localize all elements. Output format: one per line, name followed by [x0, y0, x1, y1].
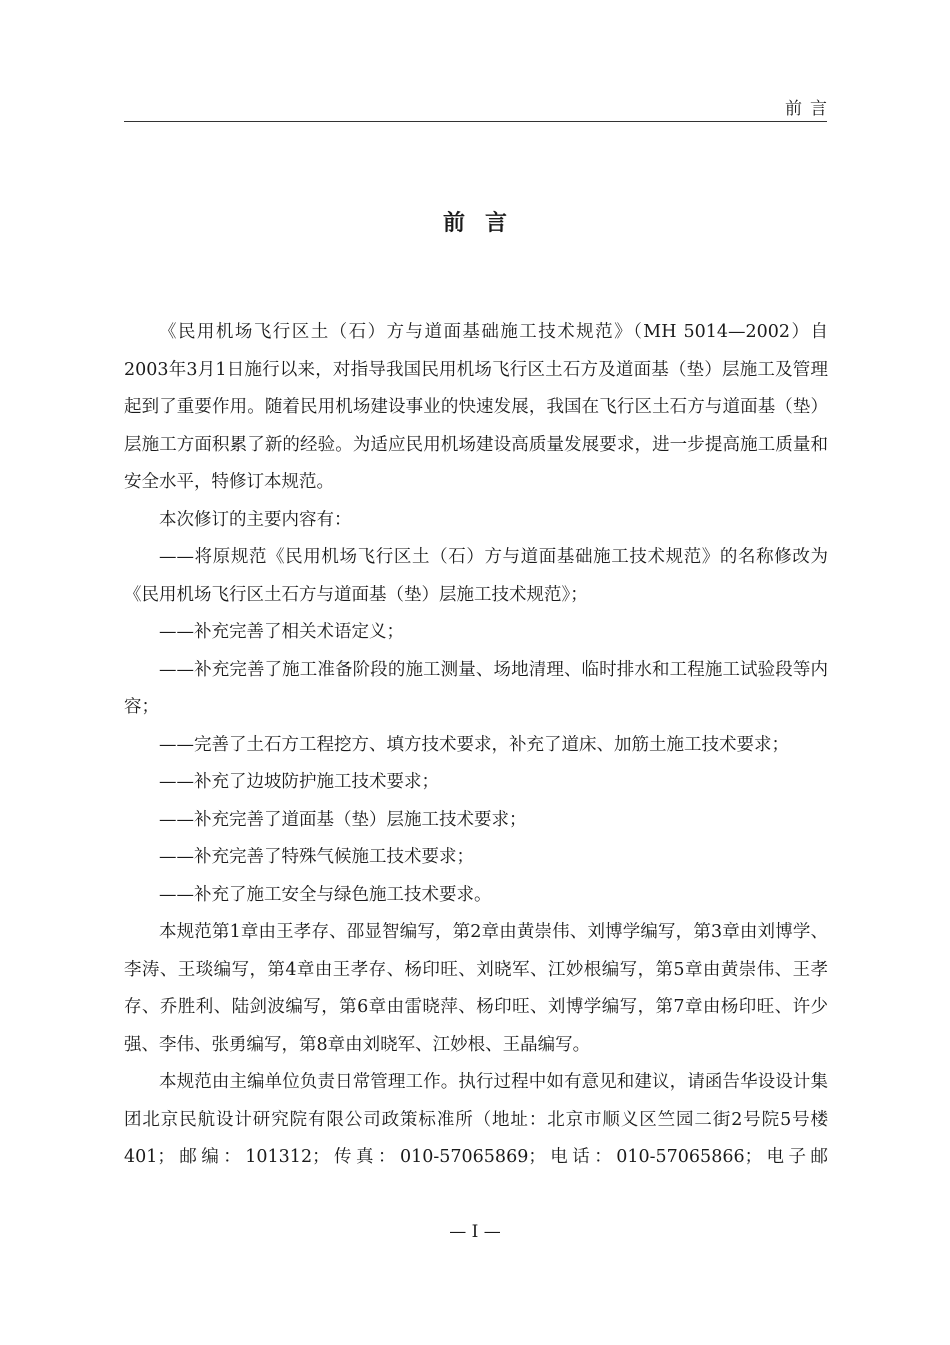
- page-number: — I —: [449, 1222, 501, 1242]
- revision-item: ——完善了土石方工程挖方、填方技术要求，补充了道床、加筋土施工技术要求；: [159, 734, 789, 755]
- paragraph-revision-heading: 本次修订的主要内容有：: [159, 509, 352, 530]
- revision-item: ——补充了边坡防护施工技术要求；: [159, 772, 439, 792]
- revision-item: ——将原规范《民用机场飞行区土（石）方与道面基础施工技术规范》的名称修改为《民用机场飞行区土石方与道面基（垫）层施工技术规范》；: [124, 547, 828, 605]
- paragraph-authors: 本规范第1章由王孝存、邵显智编写，第2章由黄崇伟、刘博学编写，第3章由刘博学、李涛、王琰编写，第4章由王孝存、杨印旺、刘晓军、江妙根编写，第5章由黄崇伟、王孝存、乔胜利、陆剑波编写，第6章由雷晓萍、杨印旺、刘博学编写，第7章由杨印旺、许少强、李伟、张勇编写，第8章由刘晓军、江妙根、王晶编写。: [124, 922, 828, 1055]
- revision-item: ——补充完善了相关术语定义；: [159, 622, 404, 642]
- page-title: 前言: [442, 210, 527, 236]
- revision-item: ——补充了施工安全与绿色施工技术要求。: [159, 884, 492, 905]
- revision-item: ——补充完善了施工准备阶段的施工测量、场地清理、临时排水和工程施工试验段等内容；: [124, 659, 828, 717]
- running-header-title: 前言: [785, 99, 835, 119]
- running-header: [124, 92, 835, 122]
- paragraph-contact: 本规范由主编单位负责日常管理工作。执行过程中如有意见和建议，请函告华设设计集团北京民航设计研究院有限公司政策标准所（地址：北京市顺义区竺园二街2号院5号楼401；邮编：101312；传真：010-57065869；电话：010-57065866；电子邮: [124, 1072, 828, 1167]
- revision-item: ——补充完善了特殊气候施工技术要求；: [159, 847, 474, 867]
- revision-item: ——补充完善了道面基（垫）层施工技术要求；: [159, 809, 527, 830]
- paragraph-intro: 《民用机场飞行区土（石）方与道面基础施工技术规范》（MH 5014—2002）自2003年3月1日施行以来，对指导我国民用机场飞行区土石方及道面基（垫）层施工及管理起到了重要作用。随着民用机场建设事业的快速发展，我国在飞行区土石方与道面基（垫）层施工方面积累了新的经验。为适应民用机场建设高质量发展要求，进一步提高施工质量和安全水平，特修订本规范。: [124, 322, 828, 492]
- body-text: [124, 314, 828, 1177]
